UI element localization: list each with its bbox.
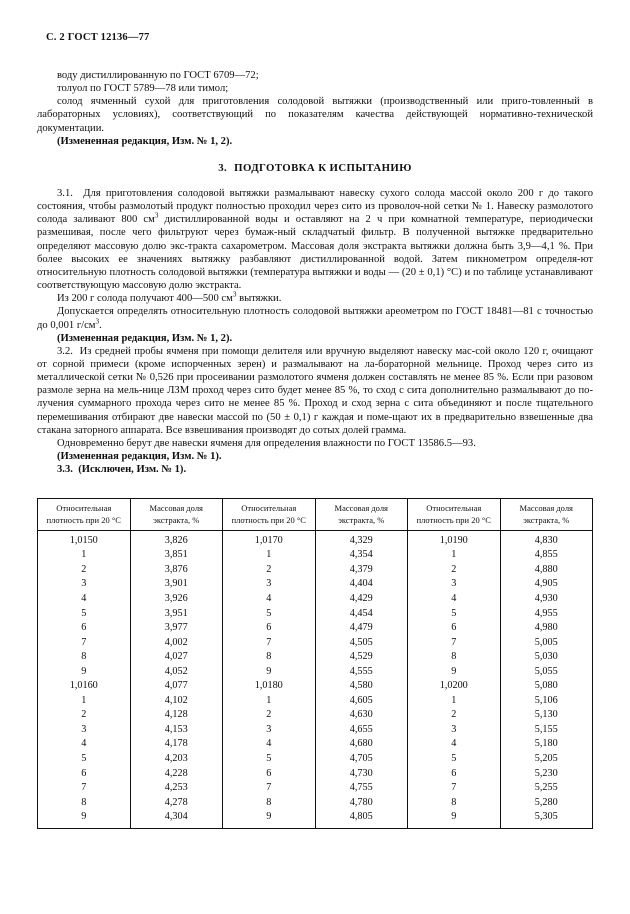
- table-row: [38, 752, 593, 767]
- table-cell: 4,780: [315, 796, 408, 811]
- table-cell: 5: [223, 752, 316, 767]
- table-cell: 4,705: [315, 752, 408, 767]
- table-header-cell: Массовая доля экстракта, %: [500, 499, 593, 530]
- table-cell: 4,930: [500, 592, 593, 607]
- table-cell: 4,555: [315, 665, 408, 680]
- table-cell: 5,005: [500, 636, 593, 651]
- table-cell: 5,255: [500, 781, 593, 796]
- table-cell: 3: [408, 577, 501, 592]
- table-cell: 4,905: [500, 577, 593, 592]
- table-cell: 3: [38, 577, 131, 592]
- table-cell: 4: [223, 737, 316, 752]
- table-cell: 7: [408, 781, 501, 796]
- table-cell: 3,926: [130, 592, 223, 607]
- table-row: [38, 650, 593, 665]
- table-cell: 4: [38, 737, 131, 752]
- table-cell: 5,180: [500, 737, 593, 752]
- table-cell: 6: [223, 767, 316, 782]
- clause-3-1-amendment: [37, 332, 593, 345]
- table-cell: 3,851: [130, 548, 223, 563]
- reagent-line-malt: [37, 95, 593, 134]
- table-cell: 3: [223, 577, 316, 592]
- table-cell: 9: [38, 810, 131, 828]
- table-cell: 5,130: [500, 708, 593, 723]
- table-cell: 7: [223, 636, 316, 651]
- table-cell: 4,253: [130, 781, 223, 796]
- section-number: 3.: [218, 161, 228, 174]
- table-cell: 5,106: [500, 694, 593, 709]
- table-row: [38, 679, 593, 694]
- table-cell: 1,0200: [408, 679, 501, 694]
- table-cell: 8: [223, 796, 316, 811]
- table-cell: 4: [223, 592, 316, 607]
- table-cell: 4,805: [315, 810, 408, 828]
- table-cell: 4,955: [500, 607, 593, 622]
- table-cell: 4,354: [315, 548, 408, 563]
- clause-3-1-yield: [37, 292, 593, 305]
- table-cell: 5: [38, 752, 131, 767]
- table-cell: 9: [223, 810, 316, 828]
- table-cell: 4,680: [315, 737, 408, 752]
- table-cell: 8: [223, 650, 316, 665]
- table-cell: 4,077: [130, 679, 223, 694]
- table-header-cell: Массовая доля экстракта, %: [315, 499, 408, 530]
- table-cell: 4,128: [130, 708, 223, 723]
- clause-3-1-allowance: [37, 305, 593, 331]
- table-cell: 4,002: [130, 636, 223, 651]
- table-row: [38, 592, 593, 607]
- table-cell: 5,205: [500, 752, 593, 767]
- table-cell: 4,755: [315, 781, 408, 796]
- table-cell: 5,305: [500, 810, 593, 828]
- table-cell: 3: [408, 723, 501, 738]
- clause-3-1: [37, 187, 593, 292]
- table-cell: 5: [38, 607, 131, 622]
- table-cell: 4,203: [130, 752, 223, 767]
- clause-3-1-amendment-text: (Измененная редакция, Изм. № 1, 2).: [57, 332, 233, 344]
- table-cell: 4,329: [315, 530, 408, 548]
- table-cell: 6: [408, 767, 501, 782]
- table-cell: 4,505: [315, 636, 408, 651]
- table-row: [38, 708, 593, 723]
- table-row: [38, 737, 593, 752]
- table-row: [38, 796, 593, 811]
- table-cell: 4,379: [315, 563, 408, 578]
- body-column: [37, 69, 593, 476]
- table-cell: 2: [38, 563, 131, 578]
- table-row: [38, 810, 593, 828]
- clause-3-3-number: 3.3.: [57, 464, 73, 476]
- table-cell: 3,826: [130, 530, 223, 548]
- table-cell: 4,278: [130, 796, 223, 811]
- table-cell: 2: [408, 708, 501, 723]
- table-cell: 1,0160: [38, 679, 131, 694]
- table-cell: 1: [38, 548, 131, 563]
- table-cell: 2: [223, 708, 316, 723]
- table-cell: 8: [38, 796, 131, 811]
- table-cell: 3,951: [130, 607, 223, 622]
- table-row: [38, 665, 593, 680]
- table-cell: 5: [223, 607, 316, 622]
- table-cell: 1,0150: [38, 530, 131, 548]
- clause-3-2-number: 3.2.: [57, 345, 73, 357]
- table-cell: 4,153: [130, 723, 223, 738]
- table-cell: 1,0190: [408, 530, 501, 548]
- table-cell: 5,155: [500, 723, 593, 738]
- table-cell: 7: [408, 636, 501, 651]
- table-row: [38, 781, 593, 796]
- table-cell: 3: [223, 723, 316, 738]
- table-cell: 1: [408, 694, 501, 709]
- table-cell: 3,901: [130, 577, 223, 592]
- table-header-row: [38, 499, 593, 530]
- clause-3-3-text: (Исключен, Изм. № 1).: [78, 464, 187, 476]
- allowance-text-b: .: [99, 319, 102, 331]
- table-cell: 2: [408, 563, 501, 578]
- table-cell: 7: [38, 781, 131, 796]
- clause-3-1-number: 3.1.: [57, 187, 73, 199]
- section-heading: [37, 162, 593, 174]
- table-row: [38, 767, 593, 782]
- table-cell: 4,479: [315, 621, 408, 636]
- table-row: [38, 607, 593, 622]
- clause-3-1-text-a: Для приготовления солодовой вытяжки размалывают навеску сухого солода массой около 200 г до такого состояния, чтобы размолотый продукт полностью проходил через сито из проволоч-ной сетки № 1. Навеску размолотого солода заливают 800 см: [37, 187, 594, 226]
- table-cell: 3,876: [130, 563, 223, 578]
- intro-amendment: [37, 135, 593, 148]
- section-title-text: ПОДГОТОВКА К ИСПЫТАНИЮ: [234, 161, 412, 174]
- table-cell: 4,429: [315, 592, 408, 607]
- table-cell: 1: [223, 548, 316, 563]
- table-cell: 2: [223, 563, 316, 578]
- running-head: С. 2 ГОСТ 12136—77: [46, 32, 150, 43]
- table-cell: 5,030: [500, 650, 593, 665]
- reagent-malt-text: солод ячменный сухой для приготовления солодовой вытяжки (производственный или приго-товленный в лабораторных условиях), соответствующий по показателям качества действующей нормативно-технической документации.: [37, 96, 593, 134]
- table-cell: 7: [38, 636, 131, 651]
- cubic-cm-superscript: 3: [154, 211, 159, 220]
- table-cell: 2: [38, 708, 131, 723]
- yield-text-b: вытяжки.: [236, 293, 282, 305]
- table-header-cell: Относительная плотность при 20 °С: [408, 499, 501, 530]
- clause-3-2-moisture: [37, 437, 593, 450]
- cubic-cm-superscript: 3: [95, 316, 100, 325]
- table-row: [38, 548, 593, 563]
- yield-text-a: Из 200 г солода получают 400—500 см: [57, 293, 233, 305]
- table-row: [38, 530, 593, 548]
- table-cell: 1,0180: [223, 679, 316, 694]
- table-cell: 7: [223, 781, 316, 796]
- table-cell: 1,0170: [223, 530, 316, 548]
- table-cell: 4,580: [315, 679, 408, 694]
- table-cell: 4,980: [500, 621, 593, 636]
- reagent-line-toluene: [37, 82, 593, 95]
- table-cell: 5,055: [500, 665, 593, 680]
- table-row: [38, 636, 593, 651]
- table-cell: 6: [408, 621, 501, 636]
- table-header-cell: Относительная плотность при 20 °С: [223, 499, 316, 530]
- table-cell: 4,178: [130, 737, 223, 752]
- table-header-cell: Относительная плотность при 20 °С: [38, 499, 131, 530]
- table-cell: 5,280: [500, 796, 593, 811]
- table-cell: 4,529: [315, 650, 408, 665]
- table-cell: 9: [408, 665, 501, 680]
- table-cell: 9: [223, 665, 316, 680]
- table-cell: 8: [38, 650, 131, 665]
- table-row: [38, 621, 593, 636]
- table-cell: 6: [38, 767, 131, 782]
- clause-3-2-text: Из средней пробы ячменя при помощи делителя или вручную выделяют навеску мас-сой около 120 г, очищают от сорной примеси (кроме испорченных зерен) и размалывают на ла-бораторной мельнице. Проход через сито из металлической сетки № 0,526 при просеивании размолотого ячменя должен составлять не менее 85 %. Если при разовом размоле зерна на мель-нице ЛЗМ проход через сито будет менее 85 %, то сход с сита дополнительно размалывают до по-лучения суммарного прохода через сито не менее 85 %. Проход и сход зерна с сита объединяют и после тщательного перемешивания отбирают две навески массой по (50 ± 0,1) г каждая и поме-щают их в предварительно взвешенные два стакана заторного аппарата. Все взвешивания производят до сотых долей грамма.: [37, 345, 594, 436]
- density-extract-table: [37, 498, 593, 828]
- table-header-cell: Массовая доля экстракта, %: [130, 499, 223, 530]
- table-cell: 9: [38, 665, 131, 680]
- table-body: [38, 530, 593, 828]
- clause-3-2: [37, 345, 593, 437]
- allowance-text-a: Допускается определять относительную плотность солодовой вытяжки ареометром по ГОСТ 18481—81 с точностью до 0,001 г/см: [37, 306, 593, 331]
- table-cell: 4,855: [500, 548, 593, 563]
- reagent-water-text: воду дистиллированную по ГОСТ 6709—72;: [57, 70, 259, 81]
- table-cell: 4,880: [500, 563, 593, 578]
- table-cell: 4,630: [315, 708, 408, 723]
- moisture-text: Одновременно берут две навески ячменя для определения влажности по ГОСТ 13586.5—93.: [57, 437, 476, 449]
- table-cell: 4: [408, 737, 501, 752]
- table-cell: 5,080: [500, 679, 593, 694]
- table-row: [38, 694, 593, 709]
- table-cell: 1: [38, 694, 131, 709]
- table-cell: 4,304: [130, 810, 223, 828]
- table-cell: 6: [38, 621, 131, 636]
- table-cell: 5: [408, 607, 501, 622]
- table-row: [38, 577, 593, 592]
- table-cell: 5,230: [500, 767, 593, 782]
- table-row: [38, 723, 593, 738]
- reagent-line-water: [37, 69, 593, 82]
- table-cell: 4,830: [500, 530, 593, 548]
- clause-3-3: [37, 463, 593, 476]
- table-cell: 4,228: [130, 767, 223, 782]
- table-cell: 4,052: [130, 665, 223, 680]
- density-extract-table-wrapper: [37, 498, 593, 828]
- table-cell: 4,730: [315, 767, 408, 782]
- table-cell: 4: [38, 592, 131, 607]
- table-cell: 4: [408, 592, 501, 607]
- table-cell: 4,404: [315, 577, 408, 592]
- table-cell: 8: [408, 796, 501, 811]
- table-cell: 6: [223, 621, 316, 636]
- table-cell: 9: [408, 810, 501, 828]
- table-cell: 4,655: [315, 723, 408, 738]
- table-cell: 3: [38, 723, 131, 738]
- table-cell: 4,605: [315, 694, 408, 709]
- table-cell: 1: [223, 694, 316, 709]
- reagent-toluene-text: толуол по ГОСТ 5789—78 или тимол;: [57, 83, 229, 95]
- clause-3-2-amendment: [37, 450, 593, 463]
- table-cell: 8: [408, 650, 501, 665]
- clause-3-2-amendment-text: (Измененная редакция, Изм. № 1).: [57, 451, 222, 463]
- table-header: [38, 499, 593, 530]
- table-cell: 1: [408, 548, 501, 563]
- clause-3-1-text-b: дистиллированной воды и оставляют на 2 ч при комнатной температуре, периодически размешивая, после чего фильтруют через бумаж-ный складчатый фильтр. В полученной вытяжке предварительно определяют массовую долю экс-тракта сахарометром. Массовая доля экстракта вытяжки должна быть 3,9—4,1 %. При более высоких ее значениях вытяжку разбавляют дистиллированной водой. Затем пикнометром определя-ют относительную плотность солодовой вытяжки (температура вытяжки и воды — (20 ± 0,1) °С) и по таблице устанавливают соответствующую массовую долю экстракта.: [37, 214, 593, 292]
- table-row: [38, 563, 593, 578]
- cubic-cm-superscript: 3: [232, 290, 237, 299]
- table-cell: 4,454: [315, 607, 408, 622]
- table-cell: 4,102: [130, 694, 223, 709]
- table-cell: 5: [408, 752, 501, 767]
- intro-amendment-text: (Измененная редакция, Изм. № 1, 2).: [57, 135, 233, 147]
- table-cell: 4,027: [130, 650, 223, 665]
- table-cell: 3,977: [130, 621, 223, 636]
